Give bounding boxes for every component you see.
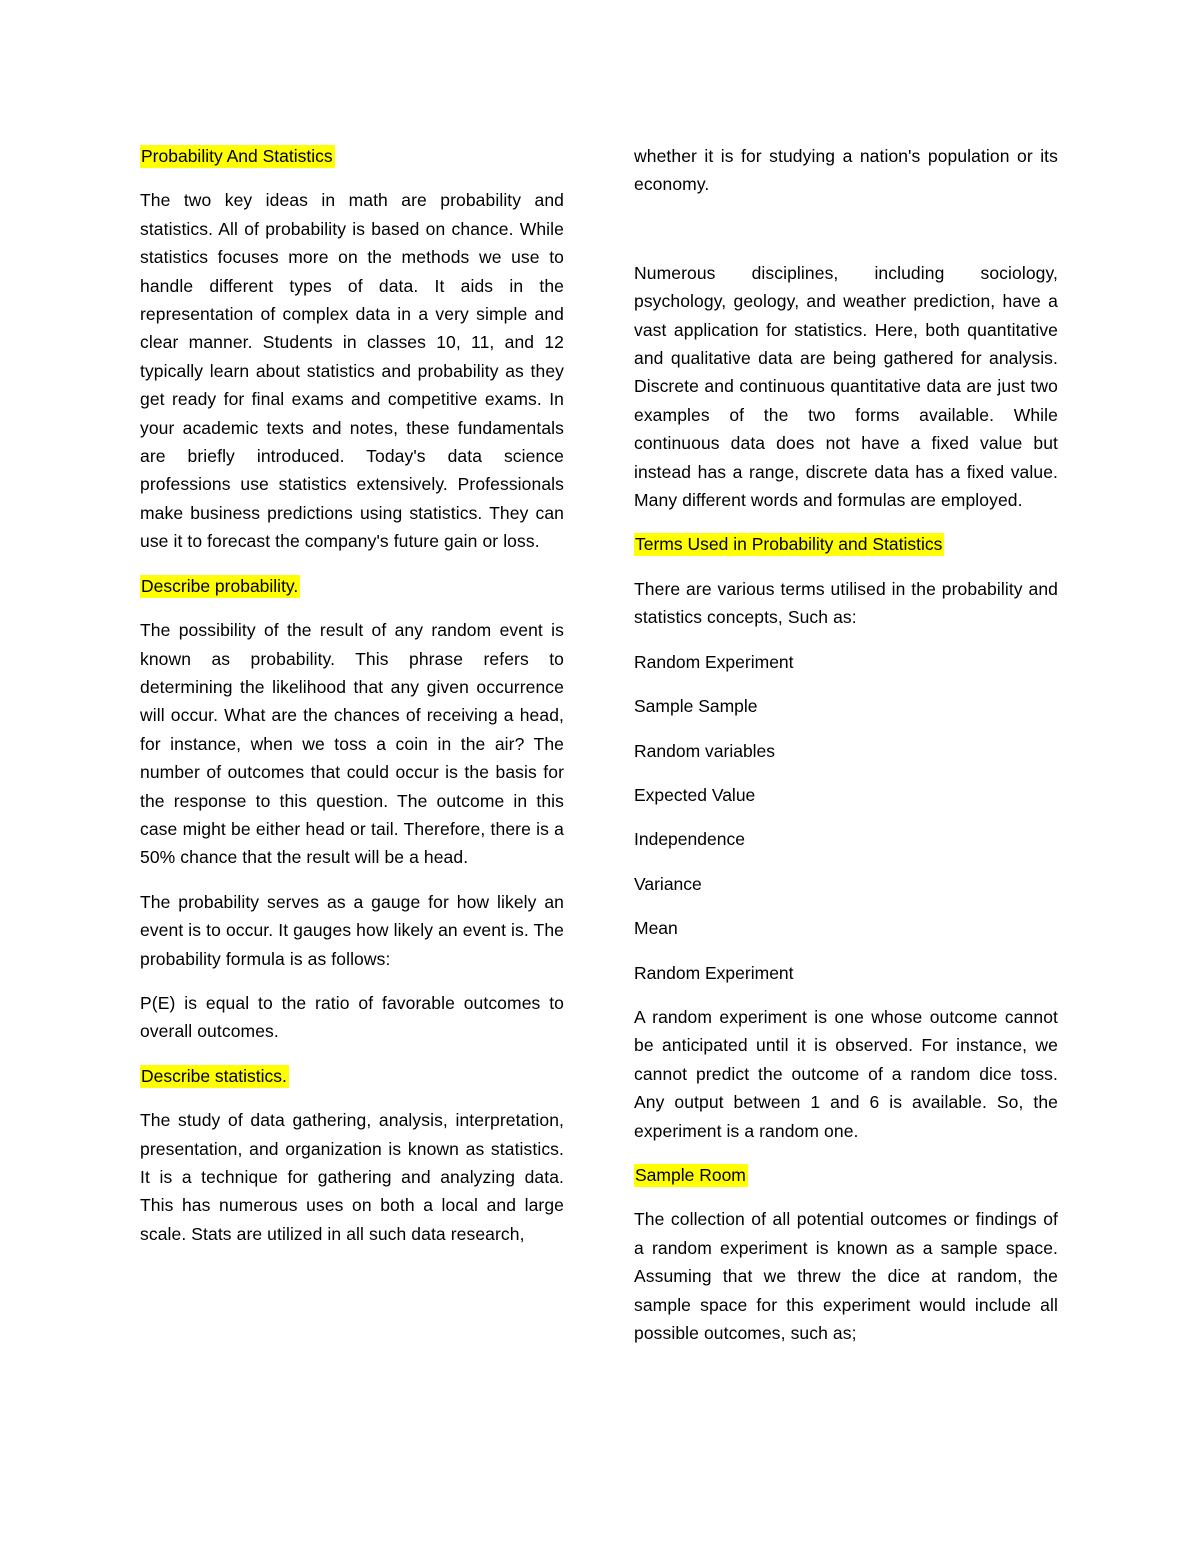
statistics-definition-paragraph: The study of data gathering, analysis, interpretation, presentation, and organization is known as statistics. It is a technique for gathering and analyzing data. This has numerous uses on both a local and large scale. Stats are utilized in all such data research, — [140, 1110, 564, 1244]
term-item: Independence — [634, 829, 745, 850]
highlighted-heading-text: Probability And Statistics — [141, 146, 333, 166]
term-item: Mean — [634, 918, 678, 939]
term-item: Random variables — [634, 740, 776, 761]
probability-gauge-paragraph: The probability serves as a gauge for how likely an event is to occur. It gauges how likely an event is. The probability formula is as follows: — [140, 891, 564, 969]
heading-describe-probability — [140, 572, 564, 600]
intro-paragraph: The two key ideas in math are probability and statistics. All of probability is based on chance. While statistics focuses more on the methods we use to handle different types of data. It aids in the representation of complex data in a very simple and clear manner. Students in classes 10, 11, and 12 typically learn about statistics and probability as they get ready for final exams and competitive exams. In your academic texts and notes, these fundamentals are briefly introduced. Today's data science professions use statistics extensively. Professionals make business predictions using statistics. They can use it to forecast the company's future gain or loss. — [140, 190, 564, 552]
term-item: Sample Sample — [634, 696, 758, 717]
paragraph-spacer — [634, 215, 1058, 259]
probability-formula-paragraph: P(E) is equal to the ratio of favorable outcomes to overall outcomes. — [140, 992, 564, 1042]
heading-sample-room — [634, 1161, 1058, 1189]
term-item: Random Experiment — [634, 962, 794, 983]
disciplines-paragraph: Numerous disciplines, including sociology, psychology, geology, and weather prediction, have a vast application for statistics. Here, both quantitative and qualitative data are being gathered for analysis. Discrete and continuous quantitative data are just two examples of the two forms available. While continuous data does not have a fixed value but instead has a range, discrete data has a fixed value. Many different words and formulas are employed. — [634, 262, 1058, 511]
highlighted-heading-text: Sample Room — [635, 1164, 746, 1185]
highlighted-heading-text: Describe probability. — [141, 575, 299, 596]
heading-terms-used — [634, 530, 1058, 558]
left-column — [140, 142, 564, 1264]
terms-intro-paragraph: There are various terms utilised in the probability and statistics concepts, Such as: — [634, 578, 1058, 628]
highlighted-heading-text: Terms Used in Probability and Statistics — [635, 534, 943, 555]
highlighted-heading-text: Describe statistics. — [141, 1065, 287, 1086]
sample-space-paragraph: The collection of all potential outcomes or findings of a random experiment is known as a sample space. Assuming that we threw the dice at random, the sample space for this experiment would include all possible outcomes, such as; — [634, 1209, 1058, 1343]
random-experiment-paragraph: A random experiment is one whose outcome cannot be anticipated until it is observed. For instance, we cannot predict the outcome of a random dice toss. Any output between 1 and 6 is available. So, the experiment is a random one. — [634, 1006, 1058, 1141]
heading-probability-and-statistics — [140, 142, 564, 170]
probability-definition-paragraph: The possibility of the result of any random event is known as probability. This phrase refers to determining the likelihood that any given occurrence will occur. What are the chances of receiving a head, for instance, when we toss a coin in the air? The number of outcomes that could occur is the basis for the response to this question. The outcome in this case might be either head or tail. Therefore, there is a 50% chance that the result will be a head. — [140, 620, 564, 868]
statistics-continued-paragraph: whether it is for studying a nation's population or its economy. — [634, 146, 1058, 195]
term-item: Variance — [634, 873, 702, 894]
right-column — [634, 142, 1058, 1363]
heading-describe-statistics — [140, 1062, 564, 1090]
term-item: Expected Value — [634, 784, 756, 805]
term-item: Random Experiment — [634, 651, 794, 672]
